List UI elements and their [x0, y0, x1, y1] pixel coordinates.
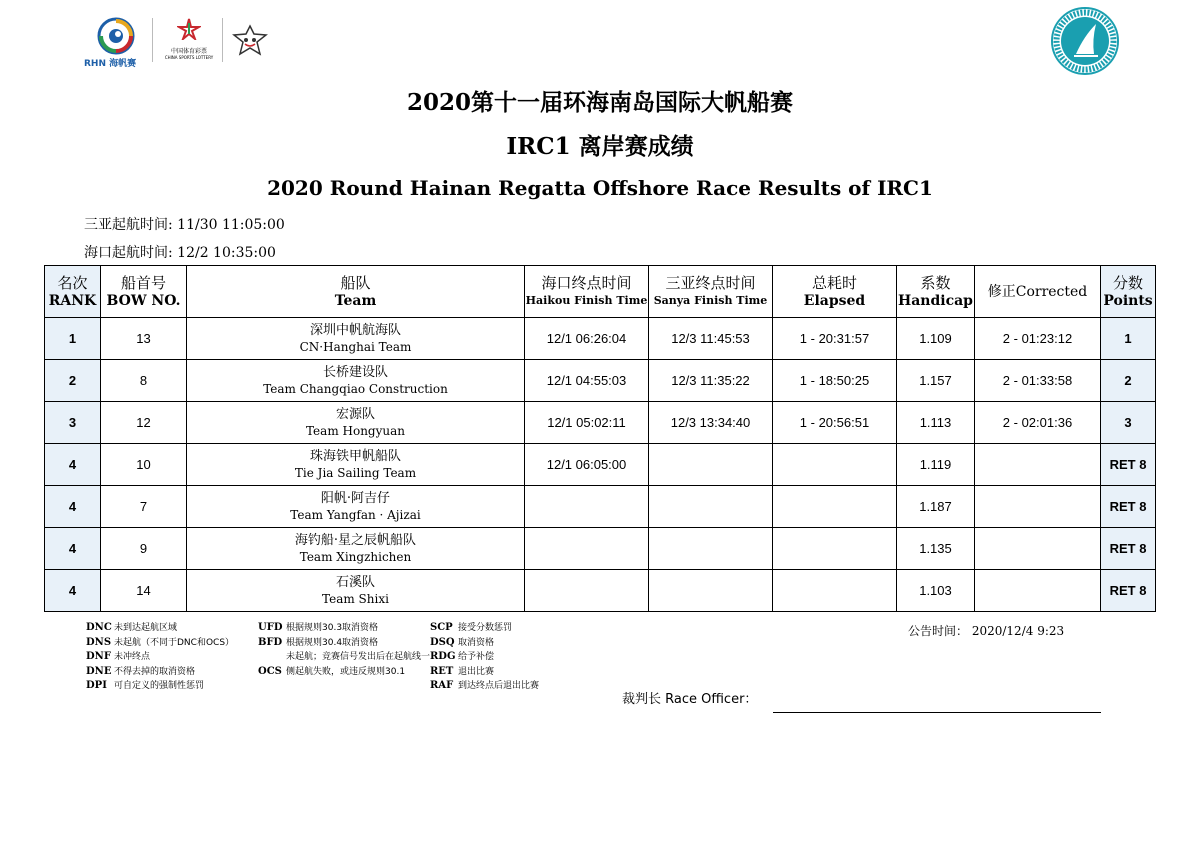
cell-handicap: 1.103 — [897, 570, 975, 612]
legend-item: DNF 未冲终点 — [86, 651, 151, 662]
cell-handicap: 1.157 — [897, 360, 975, 402]
legend-item: DNE 不得去掉的取消资格 — [86, 665, 196, 677]
header-team: 船队 Team — [187, 266, 525, 318]
cell-points: 1 — [1101, 318, 1156, 360]
header-bow: 船首号 BOW NO. — [101, 266, 187, 318]
results-body — [45, 318, 1156, 612]
cell-bow: 7 — [101, 486, 187, 528]
cell-points: RET 8 — [1101, 528, 1156, 570]
header-points: 分数 Points — [1101, 266, 1156, 318]
table-row — [45, 444, 1156, 486]
cell-corrected — [975, 444, 1101, 486]
cell-elapsed: 1 - 20:56:51 — [773, 402, 897, 444]
cell-elapsed — [773, 444, 897, 486]
cell-sanya: 12/3 11:45:53 — [649, 318, 773, 360]
cell-corrected: 2 - 01:23:12 — [975, 318, 1101, 360]
cell-bow: 13 — [101, 318, 187, 360]
legend-item: DNC 未到达起航区域 — [86, 622, 178, 633]
cell-team: 珠海铁甲帆船队 Tie Jia Sailing Team — [187, 444, 525, 486]
cell-handicap: 1.135 — [897, 528, 975, 570]
legend-item: UFD 根据规则30.3取消资格 — [258, 622, 379, 633]
legend-item: DSQ 取消资格 — [430, 636, 495, 648]
header-corrected: 修正Corrected — [975, 266, 1101, 318]
page-title-en: 2020 Round Hainan Regatta Offshore Race Results of IRC1 — [267, 176, 933, 200]
legend-column-3 — [430, 621, 539, 694]
cell-haikou — [525, 486, 649, 528]
cell-haikou: 12/1 06:05:00 — [525, 444, 649, 486]
cell-bow: 12 — [101, 402, 187, 444]
legend-item: RAF 到达终点后退出比赛 — [430, 680, 540, 691]
cell-rank: 4 — [45, 486, 101, 528]
cell-handicap: 1.109 — [897, 318, 975, 360]
cell-sanya — [649, 444, 773, 486]
cell-sanya: 12/3 13:34:40 — [649, 402, 773, 444]
cell-rank: 1 — [45, 318, 101, 360]
cell-elapsed: 1 - 20:31:57 — [773, 318, 897, 360]
header-elapsed: 总耗时 Elapsed — [773, 266, 897, 318]
mascot-logo-icon — [230, 24, 270, 56]
cell-team: 深圳中帆航海队 CN·Hanghai Team — [187, 318, 525, 360]
haikou-start-time: 海口起航时间: 12/2 10:35:00 — [84, 245, 276, 261]
table-row — [45, 528, 1156, 570]
cell-team: 海钓船·星之辰帆船队 Team Xingzhichen — [187, 528, 525, 570]
cell-haikou: 12/1 06:26:04 — [525, 318, 649, 360]
cell-bow: 14 — [101, 570, 187, 612]
lottery-en-text: CHINA SPORTS LOTTERY — [164, 55, 214, 60]
header-handicap: 系数 Handicap — [897, 266, 975, 318]
chinese-yachting-association-logo — [1050, 6, 1120, 76]
lottery-star-icon — [177, 18, 201, 40]
cell-handicap: 1.113 — [897, 402, 975, 444]
header-rank: 名次 RANK — [45, 266, 101, 318]
cell-sanya — [649, 486, 773, 528]
cell-sanya — [649, 528, 773, 570]
cell-elapsed — [773, 570, 897, 612]
legend-item: DNS 未起航（不同于DNC和OCS） — [86, 636, 235, 648]
cell-corrected: 2 - 01:33:58 — [975, 360, 1101, 402]
cell-team: 石溪队 Team Shixi — [187, 570, 525, 612]
header-haikou: 海口终点时间 Haikou Finish Time — [525, 266, 649, 318]
page-subtitle-cn: IRC1 离岸赛成绩 — [506, 133, 694, 160]
rhn-swirl-icon — [96, 16, 136, 56]
cell-elapsed: 1 - 18:50:25 — [773, 360, 897, 402]
cell-rank: 3 — [45, 402, 101, 444]
cell-handicap: 1.119 — [897, 444, 975, 486]
header-sanya: 三亚终点时间 Sanya Finish Time — [649, 266, 773, 318]
cell-points: 3 — [1101, 402, 1156, 444]
cell-sanya — [649, 570, 773, 612]
cell-team: 阳帆·阿吉仔 Team Yangfan · Ajizai — [187, 486, 525, 528]
lottery-cn-text: 中国体育彩票 — [170, 48, 207, 55]
race-officer — [622, 688, 757, 707]
table-row — [45, 570, 1156, 612]
results-table — [44, 265, 1156, 612]
cell-corrected — [975, 570, 1101, 612]
legend-item: RDG 给予补偿 — [430, 651, 495, 662]
legend-item: DPI 可自定义的强制性惩罚 — [86, 680, 205, 691]
legend-item-ocs: OCS 未起航；竞赛信号发出后在起航线一侧起航失败，或违反规则30.1 — [258, 652, 431, 677]
publish-time — [908, 622, 1064, 639]
publish-time-label: 公告时间： — [908, 624, 969, 638]
legend-item: SCP 接受分数惩罚 — [430, 622, 513, 633]
cell-bow: 8 — [101, 360, 187, 402]
rhn-logo — [84, 16, 148, 69]
legend-column-1 — [86, 621, 234, 694]
table-row — [45, 318, 1156, 360]
legend-item: RET 退出比赛 — [430, 665, 495, 677]
cell-corrected — [975, 528, 1101, 570]
signature-line — [773, 712, 1101, 713]
publish-time-value: 2020/12/4 9:23 — [971, 624, 1065, 638]
china-sports-lottery-logo — [160, 18, 218, 62]
sanya-start-time: 三亚起航时间: 11/30 11:05:00 — [84, 217, 285, 233]
cell-rank: 4 — [45, 570, 101, 612]
logo-divider — [152, 18, 153, 62]
cell-team: 宏源队 Team Hongyuan — [187, 402, 525, 444]
cell-haikou: 12/1 04:55:03 — [525, 360, 649, 402]
legend-column-2 — [258, 621, 434, 679]
table-header-row — [45, 266, 1156, 318]
cell-rank: 4 — [45, 444, 101, 486]
cell-points: 2 — [1101, 360, 1156, 402]
cell-rank: 2 — [45, 360, 101, 402]
cell-points: RET 8 — [1101, 570, 1156, 612]
cell-bow: 9 — [101, 528, 187, 570]
table-row — [45, 360, 1156, 402]
logo-divider — [222, 18, 223, 62]
cell-haikou: 12/1 05:02:11 — [525, 402, 649, 444]
cell-team: 长桥建设队 Team Changqiao Construction — [187, 360, 525, 402]
cell-corrected — [975, 486, 1101, 528]
cell-points: RET 8 — [1101, 444, 1156, 486]
cell-handicap: 1.187 — [897, 486, 975, 528]
cell-elapsed — [773, 486, 897, 528]
race-officer-label: 裁判长 Race Officer： — [622, 692, 758, 707]
cell-haikou — [525, 570, 649, 612]
cell-corrected: 2 - 02:01:36 — [975, 402, 1101, 444]
cell-points: RET 8 — [1101, 486, 1156, 528]
cell-haikou — [525, 528, 649, 570]
rhn-logo-text: RHN 海帆赛 — [84, 59, 137, 69]
page-title-cn: 2020第十一届环海南岛国际大帆船赛 — [406, 89, 793, 116]
cell-bow: 10 — [101, 444, 187, 486]
legend-item: BFD 根据规则30.4取消资格 — [258, 636, 379, 648]
cell-rank: 4 — [45, 528, 101, 570]
cell-sanya: 12/3 11:35:22 — [649, 360, 773, 402]
table-row — [45, 486, 1156, 528]
table-row — [45, 402, 1156, 444]
cell-elapsed — [773, 528, 897, 570]
